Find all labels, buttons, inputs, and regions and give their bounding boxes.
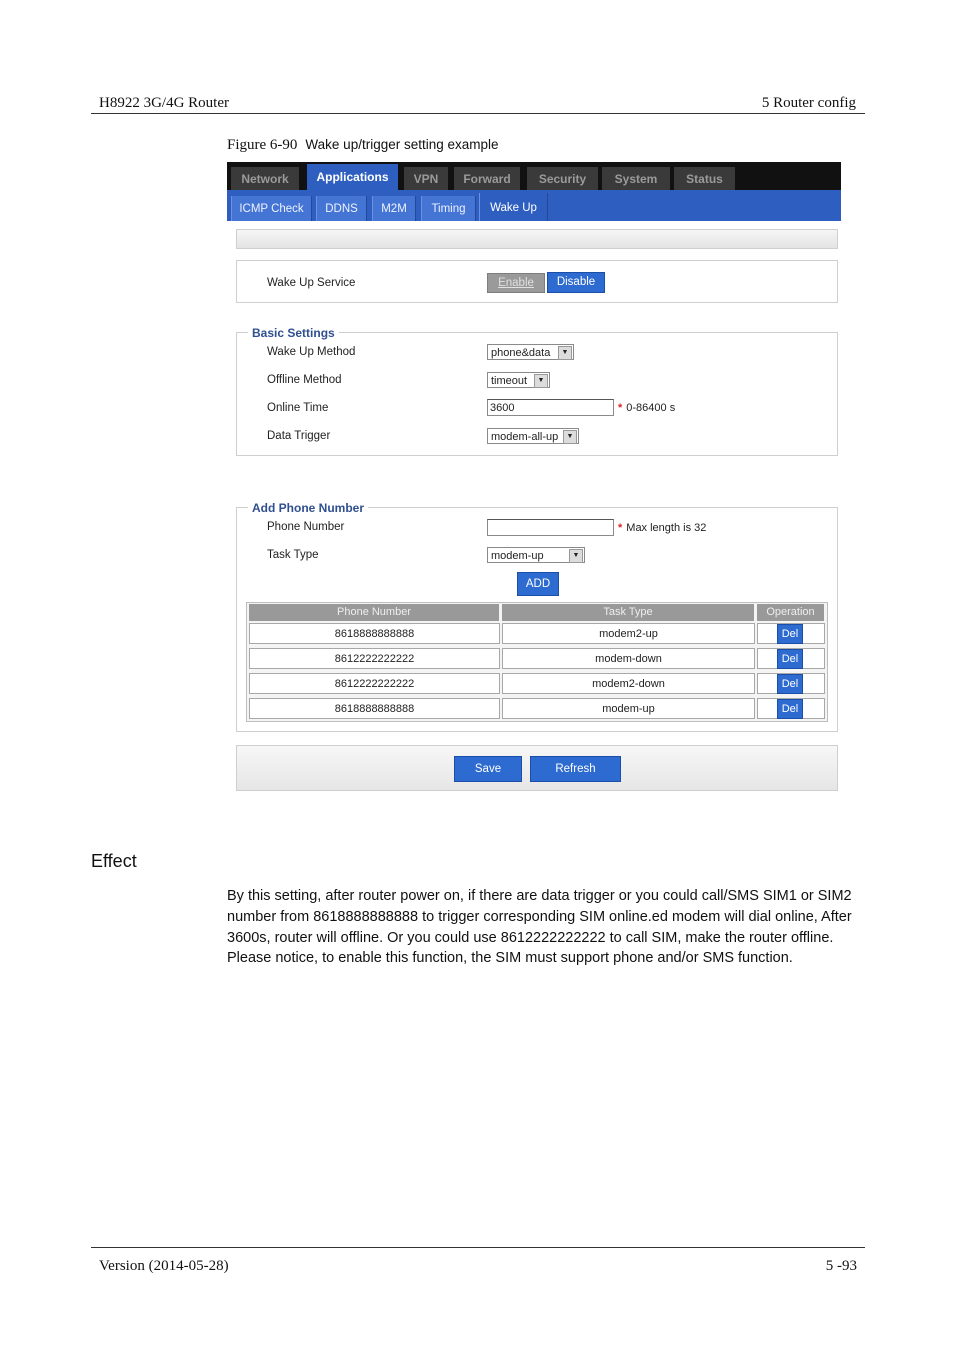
tab-forward[interactable]: Forward — [454, 167, 520, 190]
doc-header-title: H8922 3G/4G Router — [99, 95, 229, 111]
tab-system[interactable]: System — [602, 167, 670, 190]
router-screenshot — [227, 162, 841, 794]
data-trigger-label: Data Trigger — [267, 430, 331, 442]
phone-number-label: Phone Number — [267, 521, 345, 533]
data-trigger-value: modem-all-up — [491, 431, 559, 443]
online-time-input[interactable]: 3600 — [487, 399, 614, 416]
task-type-label: Task Type — [267, 549, 319, 561]
tab-applications[interactable]: Applications — [307, 164, 398, 190]
subtab-icmp-check[interactable]: ICMP Check — [231, 196, 312, 221]
delete-button[interactable]: Del — [777, 649, 803, 669]
table-cell-phone: 8618888888888 — [249, 698, 500, 719]
status-bar — [236, 229, 838, 249]
online-time-hint: * 0-86400 s — [618, 402, 676, 414]
top-nav — [227, 162, 841, 190]
wake-method-value: phone&data — [491, 347, 551, 359]
table-cell-phone: 8612222222222 — [249, 673, 500, 694]
chevron-down-icon: ▼ — [558, 346, 572, 360]
chevron-down-icon: ▼ — [534, 374, 548, 388]
wake-service-box — [236, 260, 838, 303]
disable-button[interactable]: Disable — [547, 272, 605, 293]
sub-nav — [227, 190, 841, 221]
required-icon: * — [618, 522, 623, 534]
subtab-wake-up[interactable]: Wake Up — [479, 193, 548, 221]
delete-button[interactable]: Del — [777, 699, 803, 719]
footer-page-number: 5 -93 — [825, 1258, 857, 1274]
footer-version: Version (2014-05-28) — [99, 1258, 229, 1274]
subtab-timing[interactable]: Timing — [421, 196, 476, 221]
task-type-value: modem-up — [491, 550, 544, 562]
task-type-select[interactable] — [487, 547, 585, 563]
add-button[interactable]: ADD — [517, 572, 559, 596]
column-header-phone: Phone Number — [249, 604, 499, 621]
column-header-task: Task Type — [502, 604, 754, 621]
offline-method-value: timeout — [491, 375, 528, 387]
header-rule — [91, 113, 865, 114]
required-icon: * — [618, 402, 623, 414]
table-cell-task: modem-up — [502, 698, 755, 719]
table-cell-task: modem-down — [502, 648, 755, 669]
delete-button[interactable]: Del — [777, 624, 803, 644]
effect-heading: Effect — [91, 851, 137, 871]
online-time-label: Online Time — [267, 402, 329, 414]
chevron-down-icon: ▼ — [563, 430, 577, 444]
footer-rule — [91, 1247, 865, 1248]
subtab-ddns[interactable]: DDNS — [316, 196, 367, 221]
basic-settings-fieldset — [236, 326, 838, 456]
column-header-operation: Operation — [757, 604, 824, 621]
chevron-down-icon: ▼ — [569, 549, 583, 563]
action-bar — [236, 745, 838, 791]
figure-title: Wake up/trigger setting example — [305, 137, 499, 152]
delete-button[interactable]: Del — [777, 674, 803, 694]
phone-number-hint: * Max length is 32 — [618, 522, 707, 534]
table-cell-task: modem2-up — [502, 623, 755, 644]
wake-method-label: Wake Up Method — [267, 346, 356, 358]
phone-number-input[interactable] — [487, 519, 614, 536]
wake-method-select[interactable] — [487, 344, 574, 360]
data-trigger-select[interactable] — [487, 428, 579, 444]
doc-header-section: 5 Router config — [761, 95, 856, 111]
save-button[interactable]: Save — [454, 756, 522, 782]
effect-paragraph: By this setting, after router power on, if there are data trigger or you could call/SMS SIM1 or SIM2 number from 8618888888888 to trigger corresponding SIM online.ed modem will dial online, After 3600s, router will offline. Or you could use 8612222222222 to call SIM, make the router offline. Please notice, to enable this function, the SIM must support phone and/or SMS function. — [227, 888, 852, 967]
offline-method-label: Offline Method — [267, 374, 342, 386]
add-phone-legend: Add Phone Number — [248, 501, 368, 515]
offline-method-select[interactable] — [487, 372, 550, 388]
table-cell-task: modem2-down — [502, 673, 755, 694]
tab-vpn[interactable]: VPN — [404, 167, 448, 190]
tab-security[interactable]: Security — [527, 167, 598, 190]
table-cell-phone: 8612222222222 — [249, 648, 500, 669]
subtab-m2m[interactable]: M2M — [372, 196, 416, 221]
tab-status[interactable]: Status — [674, 167, 735, 190]
figure-number: Figure 6-90 — [227, 137, 298, 153]
wake-service-label: Wake Up Service — [267, 277, 356, 289]
table-cell-phone: 8618888888888 — [249, 623, 500, 644]
phone-table — [246, 602, 828, 722]
refresh-button[interactable]: Refresh — [530, 756, 621, 782]
figure-caption — [227, 137, 499, 154]
enable-button[interactable]: Enable — [487, 273, 545, 293]
basic-settings-legend: Basic Settings — [248, 326, 339, 340]
tab-network[interactable]: Network — [231, 167, 299, 190]
